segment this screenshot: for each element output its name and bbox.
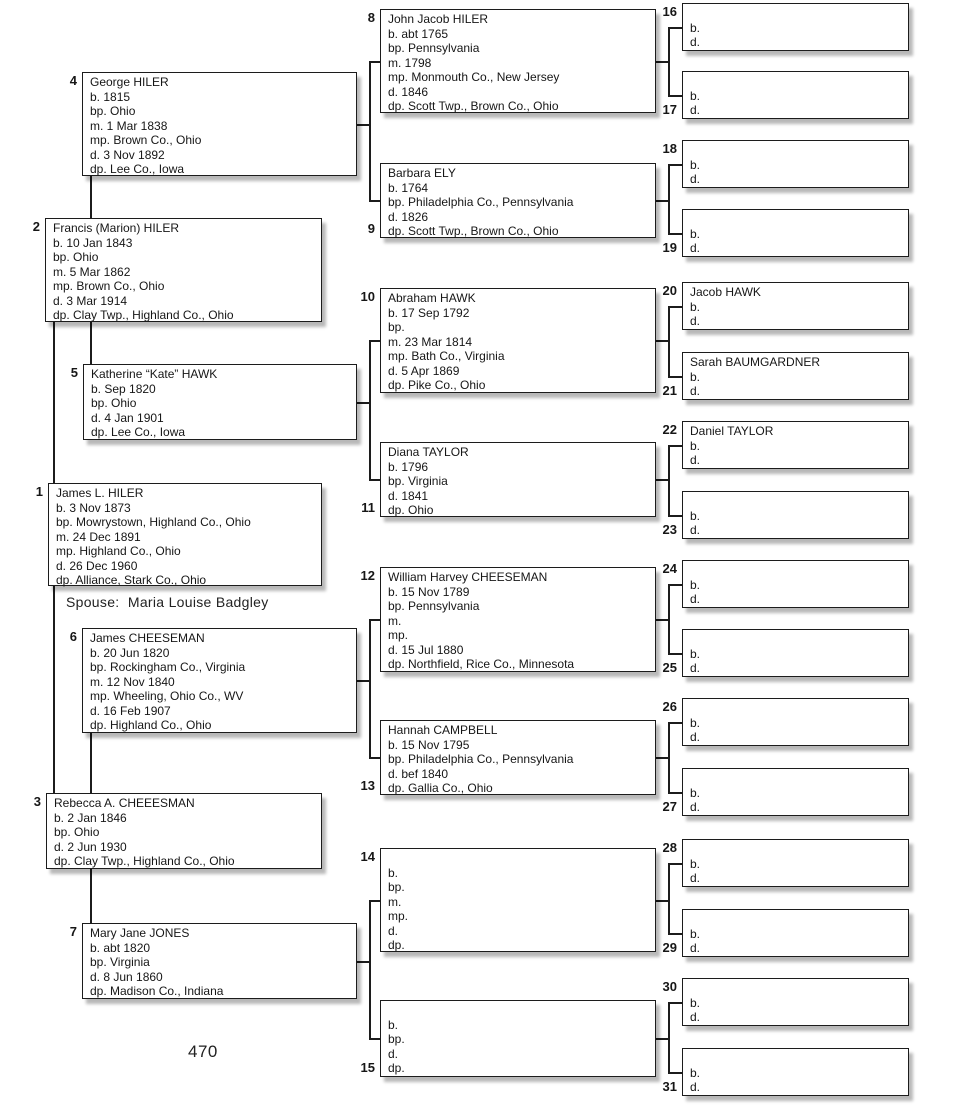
connector-vline: [668, 306, 670, 376]
person-detail-line: d. 16 Feb 1907: [90, 703, 171, 718]
person-name: Diana TAYLOR: [388, 445, 469, 459]
person-name: Hannah CAMPBELL: [388, 723, 498, 737]
person-number: 26: [662, 699, 677, 714]
connector-hline: [668, 445, 683, 447]
person-detail-line: b.: [690, 1065, 701, 1080]
connector-vline: [369, 619, 371, 757]
person-detail-line: d. 3 Mar 1914: [53, 293, 128, 308]
person-detail-line: b.: [690, 646, 701, 661]
person-name: [690, 981, 904, 996]
person-number: 22: [662, 422, 677, 437]
person-details: [388, 181, 651, 239]
person-details: [388, 738, 651, 796]
person-box-24: [662, 560, 909, 608]
person-detail-line: bp. Ohio: [90, 104, 136, 118]
spouse-line: [66, 594, 269, 610]
person-detail-line: dp. Scott Twp., Brown Co., Ohio: [388, 99, 559, 113]
connector-hline: [668, 27, 683, 29]
person-detail-line: b.: [690, 157, 701, 172]
person-number: 13: [360, 778, 375, 793]
person-number: 7: [69, 924, 77, 939]
person-box-28: [662, 839, 909, 887]
person-detail-line: bp.: [388, 880, 405, 894]
person-name: [690, 771, 904, 786]
person-details: [690, 857, 904, 886]
person-detail-line: d. 5 Apr 1869: [388, 363, 460, 378]
person-name: [690, 842, 904, 857]
person-detail-line: d.: [690, 1080, 701, 1094]
person-detail-line: b.: [690, 577, 701, 592]
person-details: [690, 927, 904, 956]
person-detail-line: d. bef 1840: [388, 766, 449, 781]
person-detail-line: d.: [690, 241, 701, 255]
person-name: Barbara ELY: [388, 166, 456, 180]
person-details: [690, 996, 904, 1025]
person-number: 23: [662, 522, 677, 537]
connector-hline: [668, 164, 683, 166]
person-detail-line: dp.: [388, 1061, 405, 1075]
person-detail-line: b. 1764: [388, 180, 429, 195]
connector-hline: [668, 863, 683, 865]
person-detail-line: b. abt 1820: [90, 940, 151, 955]
person-detail-line: dp. Scott Twp., Brown Co., Ohio: [388, 224, 559, 238]
spouse-label: Spouse:: [66, 594, 120, 610]
connector-hline: [668, 306, 683, 308]
person-number: 31: [662, 1079, 677, 1094]
person-detail-line: d. 3 Nov 1892: [90, 147, 165, 162]
person-name: [690, 563, 904, 578]
person-name: John Jacob HILER: [388, 12, 489, 26]
person-details: [90, 941, 352, 999]
person-number: 30: [662, 979, 677, 994]
person-detail-line: dp. Lee Co., Iowa: [90, 162, 185, 176]
person-name: [388, 1003, 651, 1018]
connector-vline: [668, 863, 670, 933]
connector-hline: [668, 584, 683, 586]
person-details: [690, 227, 904, 256]
connector-vline: [668, 164, 670, 233]
person-box-5: [70, 364, 357, 440]
person-name: Abraham HAWK: [388, 291, 476, 305]
person-details: [388, 27, 651, 114]
person-name: George HILER: [90, 75, 169, 89]
person-detail-line: m. 1 Mar 1838: [90, 118, 168, 133]
person-box-17: [662, 71, 909, 119]
person-detail-line: b.: [388, 1017, 399, 1032]
person-number: 19: [662, 240, 677, 255]
person-detail-line: bp. Virginia: [388, 474, 448, 488]
person-detail-line: b. 15 Nov 1789: [388, 584, 470, 599]
person-number: 2: [32, 219, 40, 234]
person-detail-line: dp. Northfield, Rice Co., Minnesota: [388, 657, 575, 671]
person-box-25: [662, 629, 909, 677]
person-number: 3: [33, 794, 41, 809]
person-detail-line: d.: [690, 453, 701, 467]
person-box-11: [361, 442, 656, 517]
connector-hline: [668, 1002, 683, 1004]
person-detail-line: d. 1826: [388, 209, 429, 224]
person-details: [690, 716, 904, 745]
person-details: [690, 647, 904, 676]
person-name: Jacob HAWK: [690, 285, 761, 299]
person-detail-line: d.: [690, 730, 701, 744]
person-detail-line: mp. Monmouth Co., New Jersey: [388, 70, 560, 84]
person-detail-line: b. 2 Jan 1846: [54, 810, 127, 825]
person-details: [388, 460, 651, 518]
person-detail-line: b. 15 Nov 1795: [388, 737, 470, 752]
person-details: [388, 585, 651, 672]
person-detail-line: d.: [690, 314, 701, 328]
person-detail-line: d.: [690, 523, 701, 537]
person-box-4: [69, 72, 357, 176]
connector-hline: [668, 376, 683, 378]
person-number: 10: [360, 289, 375, 304]
connector-hline: [668, 1072, 683, 1074]
person-detail-line: d. 1846: [388, 84, 429, 99]
person-detail-line: d. 2 Jun 1930: [54, 839, 127, 854]
person-detail-line: d.: [690, 800, 701, 814]
person-box-9: [367, 163, 656, 238]
person-box-13: [360, 720, 656, 795]
person-detail-line: d.: [690, 35, 701, 49]
person-number: 29: [662, 940, 677, 955]
person-name: James CHEESEMAN: [90, 631, 205, 645]
person-name: [690, 632, 904, 647]
person-detail-line: b. 17 Sep 1792: [388, 305, 470, 320]
person-name: [690, 212, 904, 227]
connector-vline: [369, 900, 371, 1038]
person-detail-line: dp. Gallia Co., Ohio: [388, 781, 493, 795]
person-detail-line: mp. Brown Co., Ohio: [90, 133, 202, 147]
person-detail-line: m. 23 Mar 1814: [388, 334, 473, 349]
person-details: [690, 578, 904, 607]
person-name: Daniel TAYLOR: [690, 424, 774, 438]
person-name: [690, 143, 904, 158]
person-name: [690, 701, 904, 716]
person-number: 15: [360, 1060, 375, 1075]
person-name: Rebecca A. CHEEESMAN: [54, 796, 195, 810]
person-number: 28: [662, 840, 677, 855]
person-box-19: [662, 209, 909, 257]
connector-vline: [668, 27, 670, 95]
person-number: 24: [662, 561, 677, 576]
person-detail-line: d. 15 Jul 1880: [388, 642, 464, 657]
person-box-3: [33, 793, 322, 869]
person-details: [690, 89, 904, 118]
person-detail-line: dp. Alliance, Stark Co., Ohio: [56, 573, 207, 587]
person-number: 25: [662, 660, 677, 675]
person-box-16: [662, 3, 909, 51]
person-detail-line: b. 3 Nov 1873: [56, 500, 131, 515]
connector-hline: [668, 722, 683, 724]
person-detail-line: dp.: [388, 938, 405, 952]
person-detail-line: m. 1798: [388, 55, 432, 70]
person-number: 27: [662, 799, 677, 814]
person-detail-line: dp. Clay Twp., Highland Co., Ohio: [53, 308, 234, 322]
connector-hline: [668, 792, 683, 794]
person-details: [54, 811, 317, 869]
person-detail-line: b.: [388, 865, 399, 880]
person-name: [690, 912, 904, 927]
person-details: [690, 370, 904, 399]
person-box-8: [367, 9, 656, 113]
person-detail-line: b.: [690, 438, 701, 453]
connector-vline: [369, 61, 371, 200]
person-name: [690, 494, 904, 509]
person-detail-line: dp. Highland Co., Ohio: [90, 718, 212, 732]
person-details: [56, 501, 317, 588]
person-detail-line: bp. Philadelphia Co., Pennsylvania: [388, 195, 574, 209]
person-detail-line: b.: [690, 299, 701, 314]
person-details: [690, 300, 904, 329]
person-detail-line: b.: [690, 785, 701, 800]
person-detail-line: dp. Ohio: [388, 503, 434, 517]
person-detail-line: d.: [388, 1046, 399, 1061]
person-detail-line: d. 1841: [388, 488, 429, 503]
person-box-6: [69, 628, 357, 733]
person-detail-line: m. 24 Dec 1891: [56, 529, 141, 544]
person-detail-line: b. 10 Jan 1843: [53, 235, 133, 250]
page-number: 470: [188, 1042, 218, 1061]
person-box-21: [662, 352, 909, 400]
person-details: [53, 236, 317, 323]
person-number: 14: [360, 849, 375, 864]
person-box-18: [662, 140, 909, 188]
person-detail-line: b.: [690, 20, 701, 35]
person-detail-line: d.: [690, 941, 701, 955]
person-detail-line: mp.: [388, 628, 409, 642]
person-detail-line: b.: [690, 715, 701, 730]
person-detail-line: m.: [388, 613, 402, 628]
person-number: 8: [367, 10, 375, 25]
person-box-12: [360, 567, 656, 672]
person-number: 6: [69, 629, 77, 644]
connector-vline: [668, 584, 670, 653]
person-name: Mary Jane JONES: [90, 926, 190, 940]
person-detail-line: dp. Clay Twp., Highland Co., Ohio: [54, 854, 235, 868]
person-detail-line: b. Sep 1820: [91, 381, 156, 396]
person-detail-line: d.: [690, 592, 701, 606]
connector-vline: [369, 340, 371, 479]
person-details: [690, 439, 904, 468]
person-name: William Harvey CHEESEMAN: [388, 570, 548, 584]
person-box-27: [662, 768, 909, 816]
person-detail-line: d.: [690, 172, 701, 186]
person-detail-line: d.: [690, 661, 701, 675]
person-detail-line: b. 1796: [388, 459, 429, 474]
person-detail-line: d.: [388, 923, 399, 938]
person-detail-line: dp. Pike Co., Ohio: [388, 378, 486, 392]
person-number: 1: [35, 484, 43, 499]
person-box-10: [360, 288, 656, 393]
person-details: [388, 866, 651, 953]
person-detail-line: b.: [690, 369, 701, 384]
person-detail-line: bp. Pennsylvania: [388, 41, 480, 55]
person-details: [388, 1018, 651, 1076]
person-detail-line: m.: [388, 894, 402, 909]
person-detail-line: b.: [690, 926, 701, 941]
person-detail-line: m. 5 Mar 1862: [53, 264, 131, 279]
person-name: James L. HILER: [56, 486, 144, 500]
person-detail-line: d.: [690, 1010, 701, 1024]
person-name: [690, 1051, 904, 1066]
person-number: 11: [361, 500, 375, 515]
person-name: [690, 74, 904, 89]
connector-vline: [668, 722, 670, 792]
person-box-7: [69, 923, 357, 999]
person-number: 16: [662, 4, 677, 19]
person-detail-line: b. 20 Jun 1820: [90, 645, 170, 660]
person-detail-line: bp. Mowrystown, Highland Co., Ohio: [56, 515, 251, 529]
person-detail-line: mp.: [388, 909, 409, 923]
person-detail-line: b.: [690, 226, 701, 241]
spouse-name: Maria Louise Badgley: [127, 594, 269, 610]
person-detail-line: b. 1815: [90, 89, 131, 104]
person-detail-line: b.: [690, 508, 701, 523]
person-details: [690, 1066, 904, 1095]
person-detail-line: b. abt 1765: [388, 26, 449, 41]
person-box-1: [35, 483, 322, 587]
person-detail-line: d. 4 Jan 1901: [91, 410, 164, 425]
person-detail-line: bp. Virginia: [90, 955, 150, 969]
connector-hline: [668, 515, 683, 517]
person-detail-line: bp.: [388, 1032, 405, 1046]
person-details: [90, 90, 352, 177]
person-box-22: [662, 421, 909, 469]
person-number: 17: [662, 102, 677, 117]
person-detail-line: d.: [690, 103, 701, 117]
person-box-30: [662, 978, 909, 1026]
person-detail-line: mp. Highland Co., Ohio: [56, 544, 181, 558]
person-detail-line: bp.: [388, 320, 405, 334]
person-detail-line: bp. Ohio: [53, 250, 99, 264]
person-number: 18: [662, 141, 677, 156]
person-box-14: [360, 848, 656, 952]
person-details: [690, 786, 904, 815]
person-detail-line: bp. Philadelphia Co., Pennsylvania: [388, 752, 574, 766]
person-detail-line: b.: [690, 88, 701, 103]
connector-vline: [668, 1002, 670, 1072]
connector-hline: [668, 933, 683, 935]
person-box-26: [662, 698, 909, 746]
person-number: 21: [662, 383, 677, 398]
person-detail-line: m. 12 Nov 1840: [90, 674, 175, 689]
person-details: [690, 509, 904, 538]
person-detail-line: b.: [690, 995, 701, 1010]
connector-hline: [668, 95, 683, 97]
person-box-2: [32, 218, 322, 322]
person-box-20: [662, 282, 909, 330]
person-number: 5: [70, 365, 78, 380]
person-detail-line: bp. Pennsylvania: [388, 599, 480, 613]
person-detail-line: dp. Lee Co., Iowa: [91, 425, 186, 439]
person-name: Katherine “Kate” HAWK: [91, 367, 218, 381]
person-name: [690, 6, 904, 21]
connector-hline: [668, 653, 683, 655]
person-number: 9: [367, 221, 375, 236]
person-details: [690, 158, 904, 187]
person-number: 20: [662, 283, 677, 298]
person-detail-line: d.: [690, 871, 701, 885]
person-detail-line: mp. Brown Co., Ohio: [53, 279, 165, 293]
person-name: [388, 851, 651, 866]
person-name: Sarah BAUMGARDNER: [690, 355, 821, 369]
person-detail-line: mp. Wheeling, Ohio Co., WV: [90, 689, 244, 703]
connector-hline: [668, 233, 683, 235]
person-box-29: [662, 909, 909, 957]
person-detail-line: d.: [690, 384, 701, 398]
person-detail-line: dp. Madison Co., Indiana: [90, 984, 224, 998]
person-details: [388, 306, 651, 393]
person-details: [91, 382, 352, 440]
person-box-23: [662, 491, 909, 539]
person-detail-line: bp. Ohio: [54, 825, 100, 839]
person-detail-line: d. 8 Jun 1860: [90, 969, 163, 984]
person-details: [690, 21, 904, 50]
person-detail-line: bp. Rockingham Co., Virginia: [90, 660, 246, 674]
person-name: Francis (Marion) HILER: [53, 221, 180, 235]
person-detail-line: bp. Ohio: [91, 396, 137, 410]
person-box-15: [360, 1000, 656, 1077]
person-detail-line: d. 26 Dec 1960: [56, 558, 138, 573]
person-details: [90, 646, 352, 733]
person-number: 12: [360, 568, 375, 583]
person-number: 4: [69, 73, 77, 88]
person-detail-line: b.: [690, 856, 701, 871]
connector-vline: [668, 445, 670, 515]
person-detail-line: mp. Bath Co., Virginia: [388, 349, 505, 363]
person-box-31: [662, 1048, 909, 1096]
